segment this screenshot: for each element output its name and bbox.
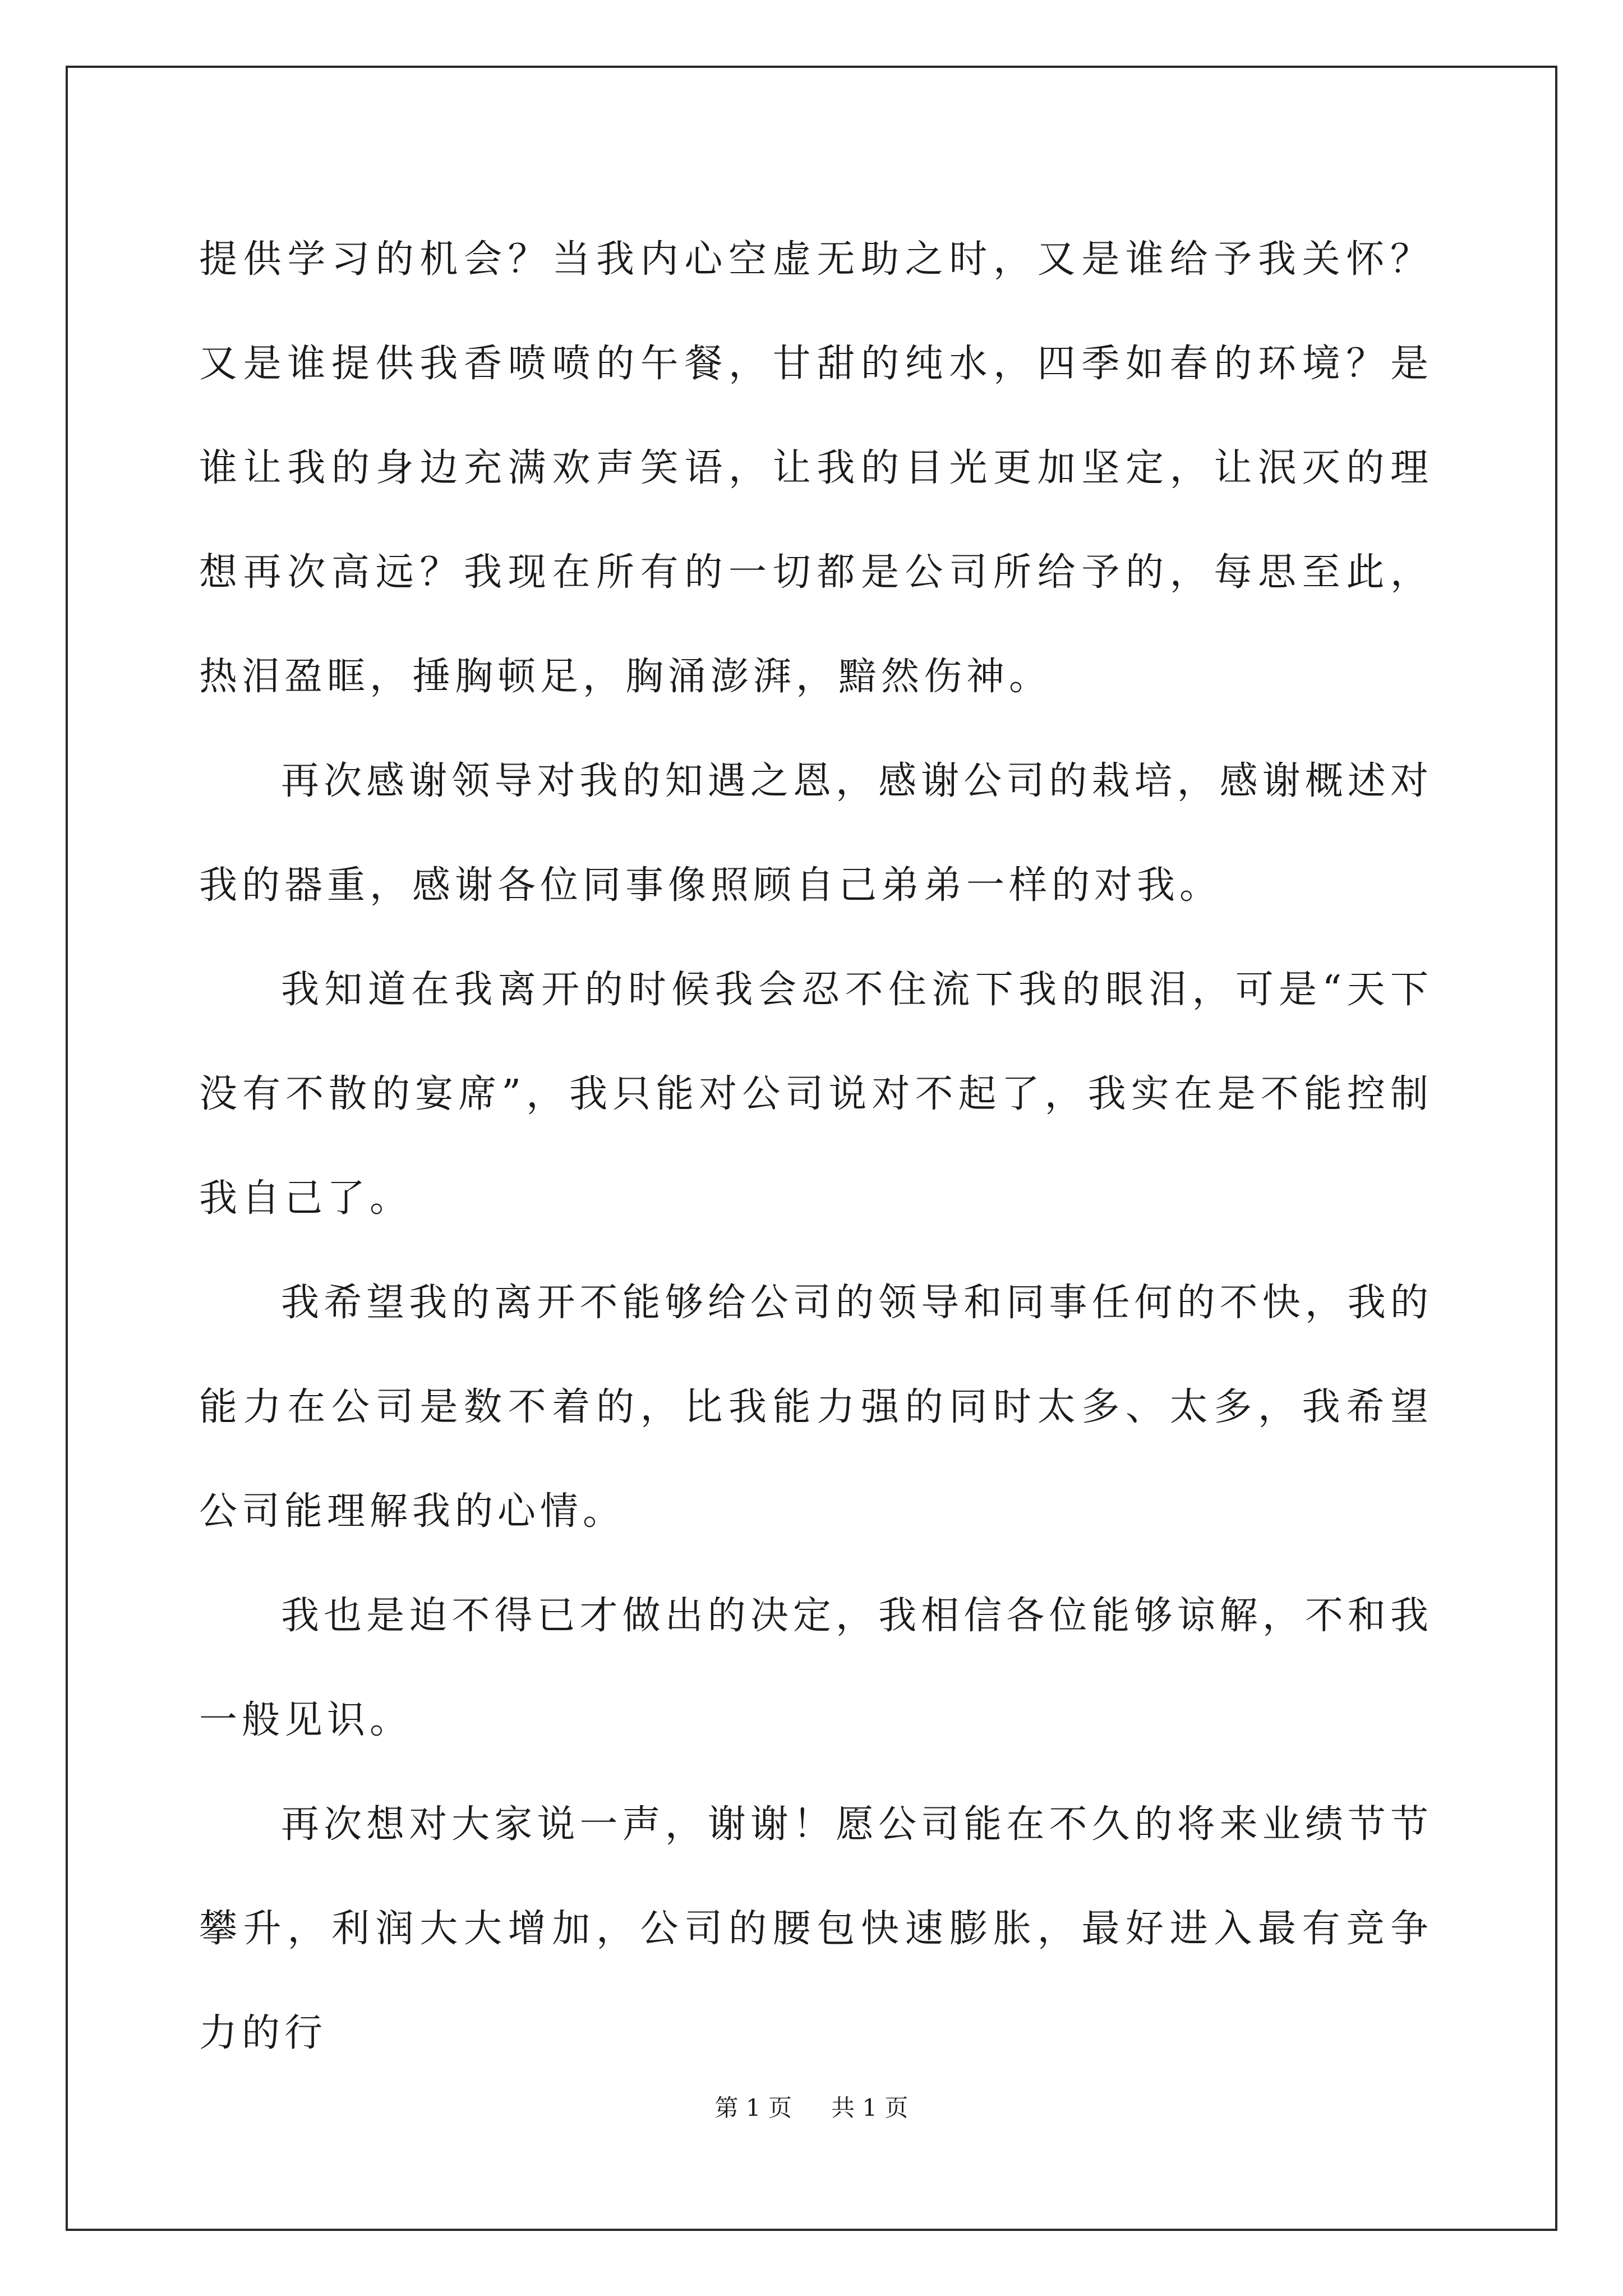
paragraph-5: 我也是迫不得已才做出的决定，我相信各位能够谅解，不和我一般见识。 xyxy=(199,1594,1433,1742)
document-body xyxy=(199,208,1433,2086)
page-number: 第 1 页 xyxy=(714,2094,792,2122)
page-footer xyxy=(0,2090,1623,2123)
paragraph-6: 再次想对大家说一声，谢谢！愿公司能在不久的将来业绩节节攀升，利润大大增加，公司的腰包快速膨胀，最好进入最有竞争力的行 xyxy=(199,1802,1433,2055)
page-total: 共 1 页 xyxy=(831,2094,909,2122)
paragraph-4: 我希望我的离开不能够给公司的领导和同事任何的不快，我的能力在公司是数不着的，比我能力强的同时太多、太多，我希望公司能理解我的心情。 xyxy=(199,1281,1433,1534)
paragraph-1: 提供学习的机会？当我内心空虚无助之时，又是谁给予我关怀？又是谁提供我香喷喷的午餐，甘甜的纯水，四季如春的环境？是谁让我的身边充满欢声笑语，让我的目光更加坚定，让泯灭的理想再次高远？我现在所有的一切都是公司所给予的，每思至此，热泪盈眶，捶胸顿足，胸涌澎湃，黯然伤神。 xyxy=(199,237,1433,699)
paragraph-3: 我知道在我离开的时候我会忍不住流下我的眼泪，可是“天下没有不散的宴席”，我只能对公司说对不起了，我实在是不能控制我自己了。 xyxy=(199,968,1433,1221)
paragraph-2: 再次感谢领导对我的知遇之恩，感谢公司的栽培，感谢概述对我的器重，感谢各位同事像照顾自己弟弟一样的对我。 xyxy=(199,759,1433,908)
